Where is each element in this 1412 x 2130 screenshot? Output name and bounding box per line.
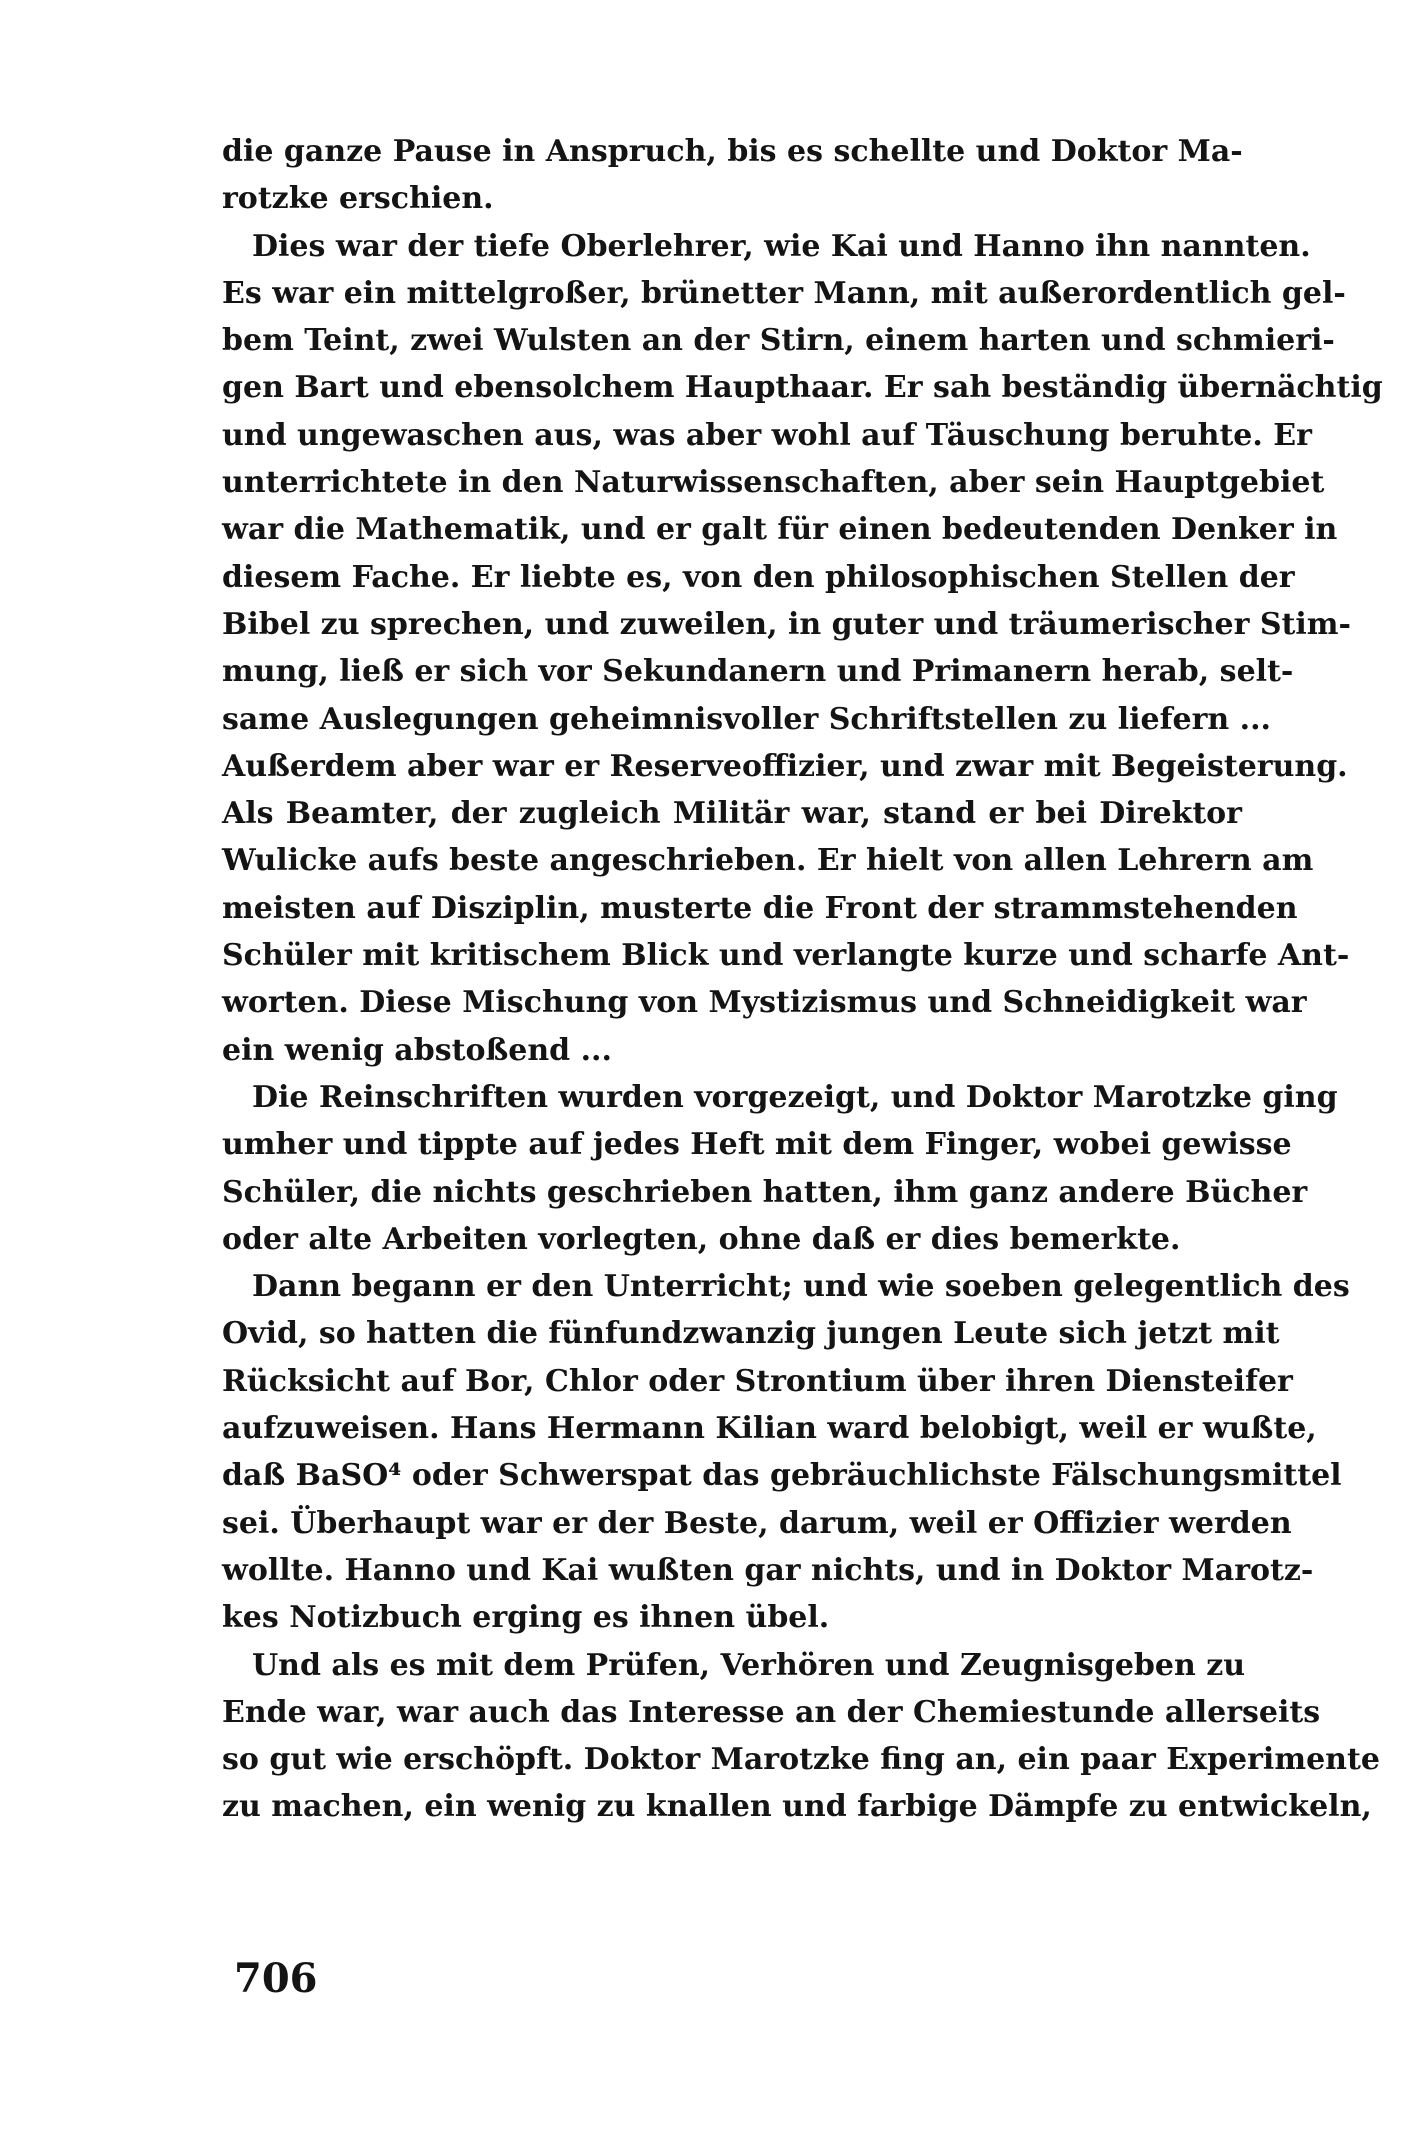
text-line: Außerdem aber war er Reserveoffizier, und zwar mit Begeisterung. — [222, 748, 1348, 784]
text-line: Als Beamter, der zugleich Militär war, stand er bei Direktor — [222, 796, 1242, 832]
text-line: Ovid, so hatten die fünfundzwanzig jungen Leute sich jetzt mit — [222, 1316, 1280, 1352]
text-line: sei. Überhaupt war er der Beste, darum, weil er Offizier werden — [222, 1505, 1292, 1541]
text-line: kes Notizbuch erging es ihnen übel. — [222, 1600, 830, 1636]
text-line: meisten auf Disziplin, musterte die Front der strammstehenden — [222, 890, 1298, 926]
page-number: 706 — [234, 1955, 318, 2002]
text-line: Dies war der tiefe Oberlehrer, wie Kai und Hanno ihn nannten. — [252, 228, 1311, 264]
text-line: die ganze Pause in Anspruch, bis es schellte und Doktor Ma- — [222, 134, 1243, 169]
text-line: aufzuweisen. Hans Hermann Kilian ward belobigt, weil er wußte, — [222, 1411, 1317, 1447]
text-line: daß BaSO⁴ oder Schwerspat das gebräuchlichste Fälschungsmittel — [222, 1458, 1342, 1494]
text-line: Ende war, war auch das Interesse an der Chemiestunde allerseits — [222, 1694, 1321, 1730]
text-line: Und als es mit dem Prüfen, Verhören und Zeugnisgeben zu — [252, 1647, 1246, 1683]
text-line: rotzke erschien. — [222, 181, 494, 217]
text-line: Schüler mit kritischem Blick und verlangte kurze und scharfe Ant- — [222, 938, 1350, 974]
text-line: worten. Diese Mischung von Mystizismus und Schneidigkeit war — [222, 985, 1307, 1021]
text-line: mung, ließ er sich vor Sekundanern und Primanern herab, selt- — [222, 654, 1294, 690]
text-line: war die Mathematik, und er galt für einen bedeutenden Denker in — [222, 512, 1338, 548]
text-line: Die Reinschriften wurden vorgezeigt, und Doktor Marotzke ging — [252, 1079, 1338, 1115]
text-line: ein wenig abstoßend ... — [222, 1032, 612, 1068]
text-line: und ungewaschen aus, was aber wohl auf Täuschung beruhte. Er — [222, 417, 1312, 453]
text-line: gen Bart und ebensolchem Haupthaar. Er sah beständig übernächtig — [222, 370, 1383, 406]
text-line: unterrichtete in den Naturwissenschaften, aber sein Hauptgebiet — [222, 465, 1325, 501]
text-line: umher und tippte auf jedes Heft mit dem Finger, wobei gewisse — [222, 1127, 1292, 1163]
text-line: Rücksicht auf Bor, Chlor oder Strontium über ihren Diensteifer — [222, 1363, 1293, 1399]
text-line: Schüler, die nichts geschrieben hatten, ihm ganz andere Bücher — [222, 1174, 1308, 1210]
text-line: diesem Fache. Er liebte es, von den philosophischen Stellen der — [222, 559, 1295, 595]
text-line: so gut wie erschöpft. Doktor Marotzke fing an, ein paar Experimente — [222, 1742, 1380, 1778]
text-line: Bibel zu sprechen, und zuweilen, in guter und träumerischer Stim- — [222, 606, 1351, 642]
text-line: oder alte Arbeiten vorlegten, ohne daß er dies bemerkte. — [222, 1221, 1181, 1257]
body-text — [222, 128, 1383, 1831]
text-line: bem Teint, zwei Wulsten an der Stirn, einem harten und schmieri- — [222, 323, 1335, 359]
text-line: Es war ein mittelgroßer, brünetter Mann, mit außerordentlich gel- — [222, 275, 1346, 311]
text-line: Wulicke aufs beste angeschrieben. Er hielt von allen Lehrern am — [222, 843, 1314, 879]
text-line: zu machen, ein wenig zu knallen und farbige Dämpfe zu entwickeln, — [222, 1789, 1372, 1825]
text-line: wollte. Hanno und Kai wußten gar nichts, und in Doktor Marotz- — [222, 1552, 1314, 1588]
text-line: Dann begann er den Unterricht; und wie soeben gelegentlich des — [252, 1269, 1350, 1305]
text-line: same Auslegungen geheimnisvoller Schriftstellen zu liefern ... — [222, 701, 1271, 737]
